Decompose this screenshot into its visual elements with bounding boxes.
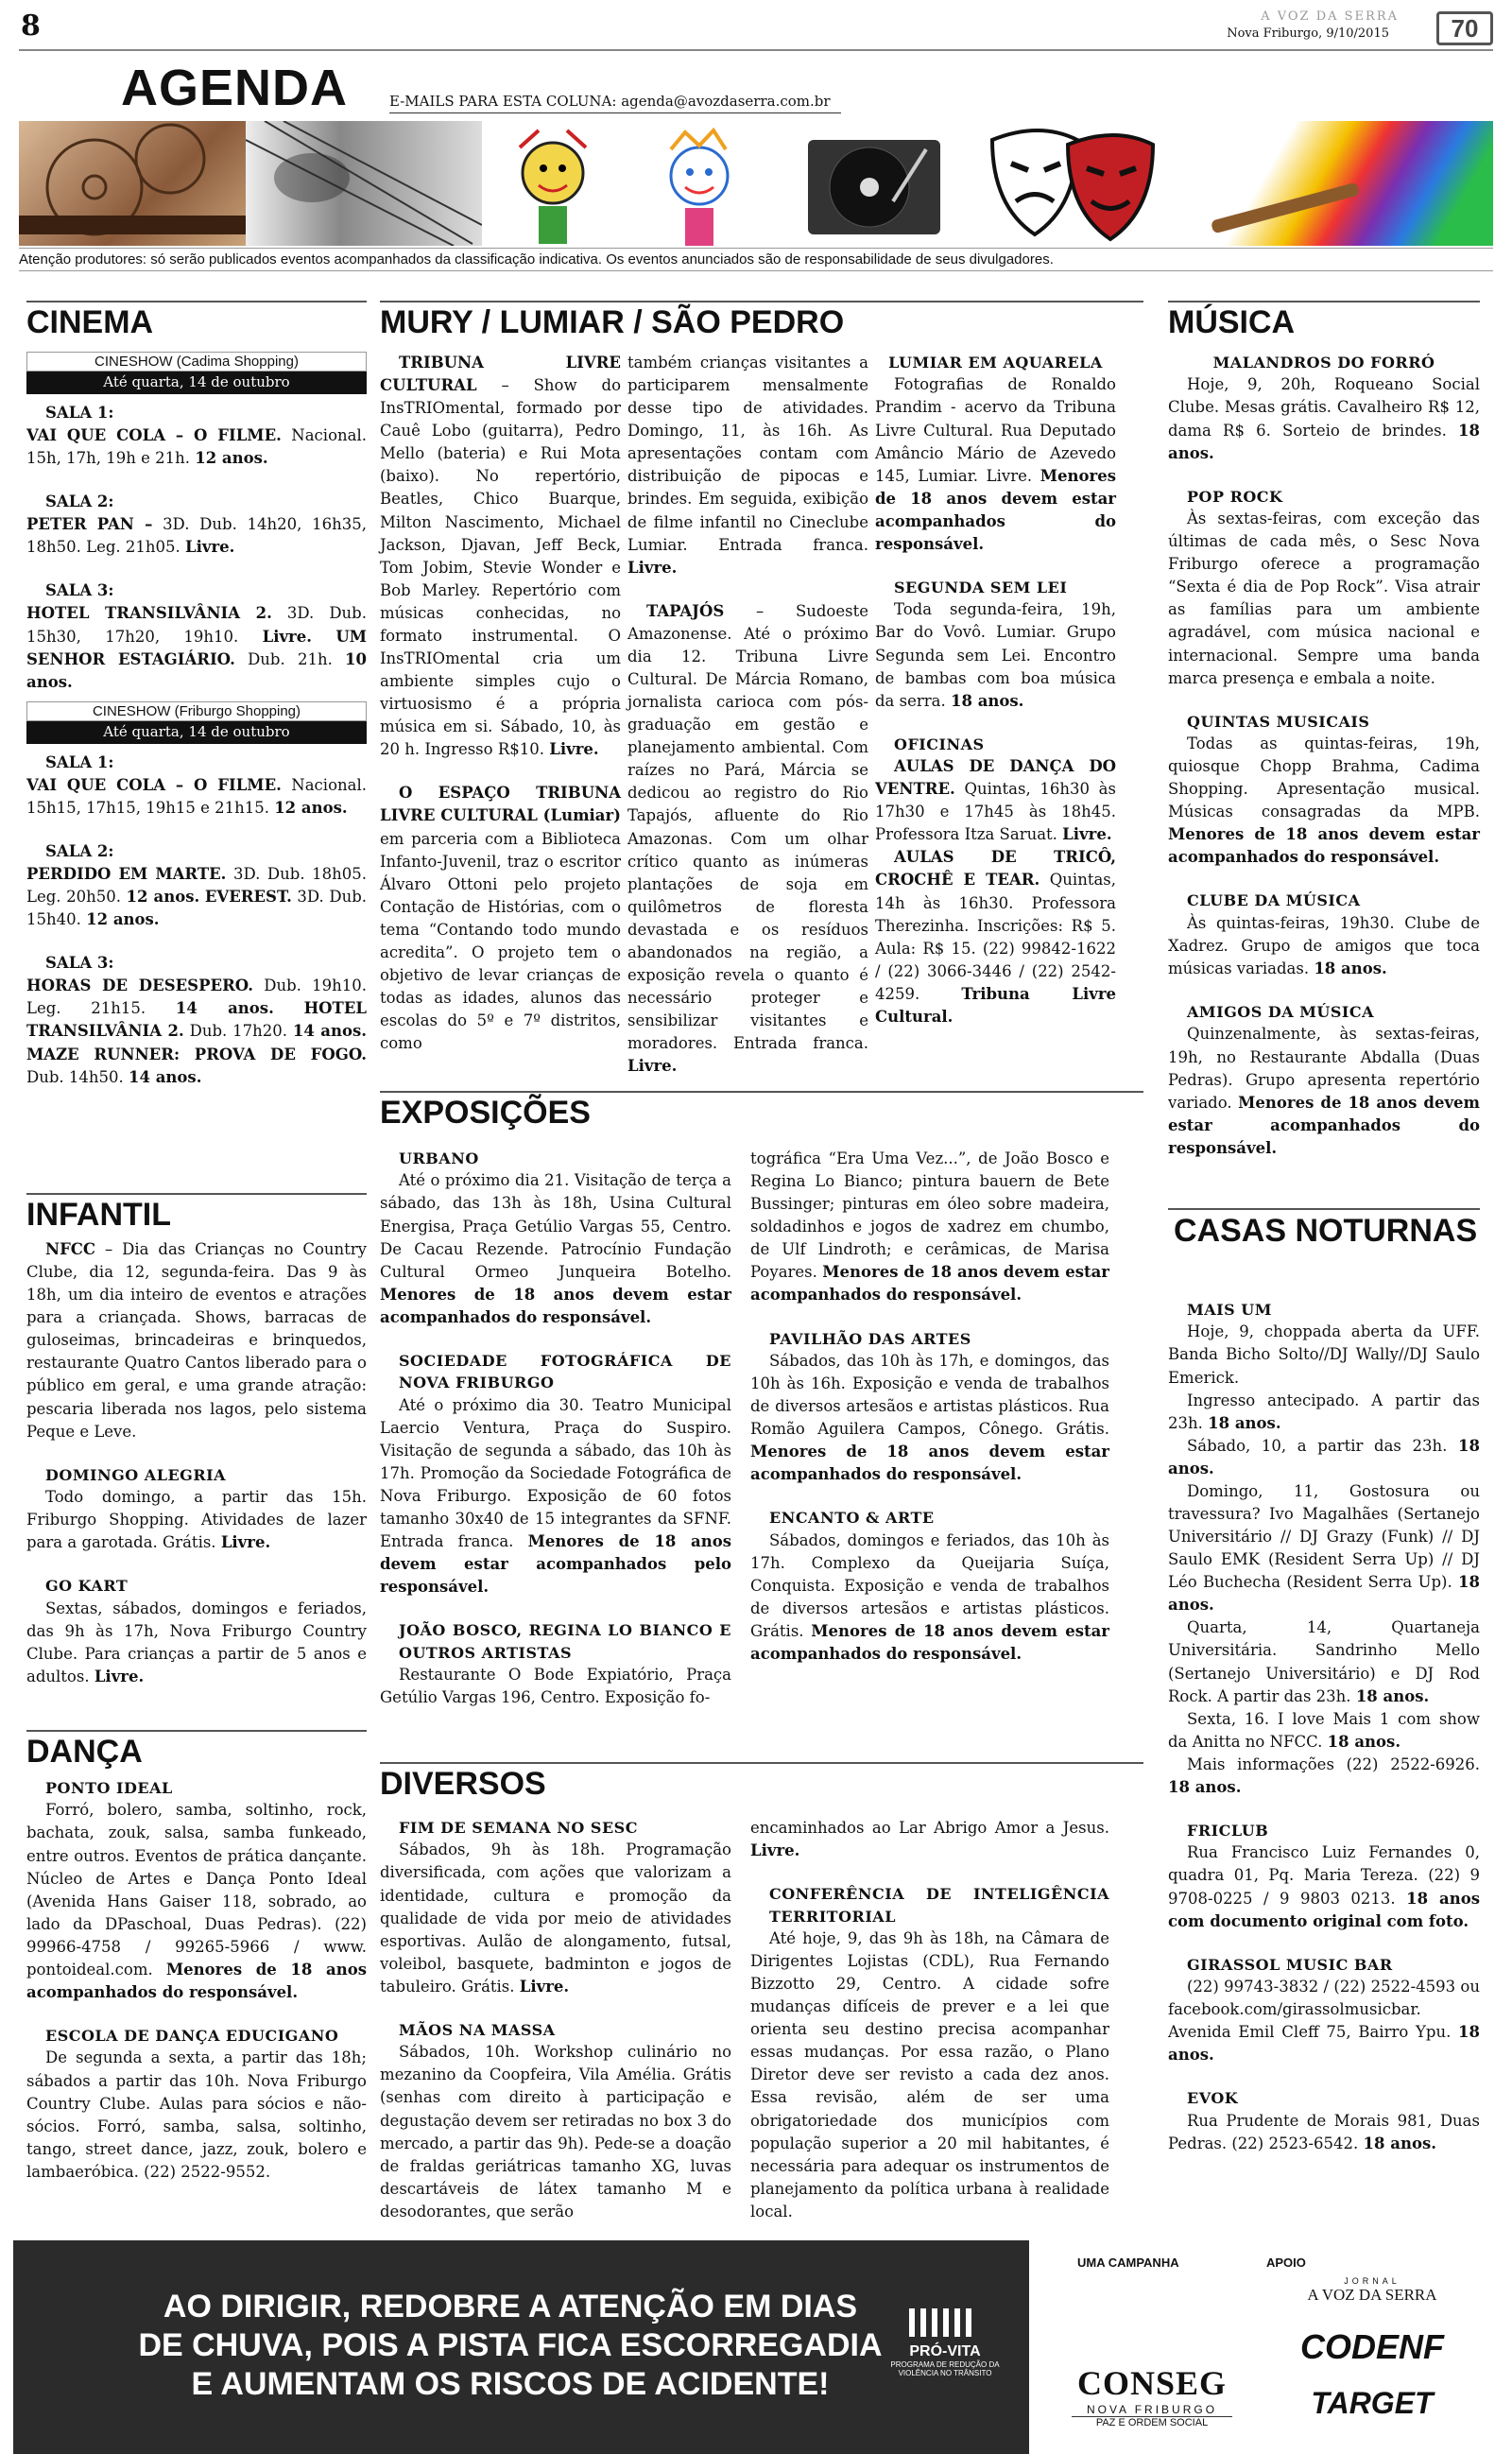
exposicoes-col-2: [750, 1148, 1109, 1666]
paint-brush-icon: [1181, 121, 1493, 246]
section-title: AGENDA: [121, 60, 349, 116]
danca-heading: DANÇA: [26, 1730, 367, 1771]
event-entry: Todas as quintas-feiras, 19h, quiosque Chopp Brahma, Cadima Shopping. Apresentação musical. Músicas consagradas da MPB. Menores de 18 anos devem estar acompanhados do responsável.: [1168, 734, 1480, 867]
theater-masks-image: [954, 121, 1181, 246]
ad-slogan: AO DIRIGIR, REDOBRE A ATENÇÃO EM DIAS DE CHUVA, POIS A PISTA FICA ESCORREGADIA E AUMENTAM OS RISCOS DE ACIDENTE!: [138, 2289, 883, 2402]
anniversary-logo: 70: [1436, 11, 1493, 45]
event-title: PAVILHÃO DAS ARTES: [769, 1329, 971, 1348]
issue-date: Nova Friburgo, 9/10/2015: [1227, 26, 1389, 41]
cinema-column: [26, 352, 367, 1089]
event-entry: Restaurante O Bode Expiatório, Praça Getúlio Vargas 196, Centro. Exposição fo-: [380, 1666, 731, 1707]
event-title: FIM DE SEMANA NO SESC: [399, 1819, 638, 1837]
event-entry: Forró, bolero, samba, soltinho, rock, bachata, zouk, salsa, samba funkeado, entre outros. Eventos de prática dançante. Núcleo de Artes e Dança Ponto Ideal (Avenida Hans Gaiser 118, sobrado, ao lado da DPaschoal, Duas Pedras). (22) 99966-4758 / 99265-5966 / www. pontoideal.com. Menores de 18 anos acompanhados do responsável.: [26, 1801, 367, 2001]
event-entry: Sextas, sábados, domingos e feriados, das 9h às 17h, Nova Friburgo Country Clube. Para crianças a partir de 5 anos e adultos. Livre.: [26, 1599, 367, 1685]
guitar-strings-icon: [246, 121, 482, 246]
diversos-col-1: [380, 1817, 731, 2223]
film-listing: VAI QUE COLA – O FILME. Nacional. 15h15, 17h15, 19h15 e 21h15. 12 anos.: [26, 775, 367, 817]
event-title: OFICINAS: [894, 734, 985, 753]
casas-column: [1168, 1299, 1480, 2155]
event-entry: tográfica “Era Uma Vez...”, de João Bosco e Regina Lo Bianco; pintura bauern de Bete Bussinger; pinturas em óleo sobre madeira, soldadinhos e jogos de xadrez em chumbo, de Ulf Lindroth; e cerâmicas, de Marisa Poyares. Menores de 18 anos devem estar acompanhados do responsável.: [750, 1149, 1109, 1305]
exposicoes-heading: EXPOSIÇÕES: [380, 1091, 1143, 1132]
sala-label: SALA 3:: [45, 954, 114, 973]
kids-faces-icon: [482, 121, 794, 246]
event-title: GO KART: [45, 1577, 129, 1596]
event-entry: Mais informações (22) 2522-6926. 18 anos.: [1168, 1754, 1480, 1796]
event-title: CONFERÊNCIA DE INTELIGÊNCIA TERRITORIAL: [769, 1885, 1109, 1926]
mury-col-1: [380, 352, 621, 1055]
newspaper-name: A VOZ DA SERRA: [1261, 9, 1399, 24]
event-entry: TAPAJÓS – Sudoeste Amazonense. Até o próximo dia 12. Tribuna Livre Cultural. De Márcia Romano, jornalista carioca com pós-graduação em gestão e planejamento ambiental. Com raízes no Pará, Márcia se dedicou ao registro do Rio Tapajós, afluente do Rio Amazonas. Com um olhar crítico quanto as inúmeras plantações de soja em quilômetros de floresta devastada e os resíduos abandonados na região, a exposição revela o quanto é necessário proteger e sensibilizar visitantes e moradores. Entrada franca. Livre.: [627, 601, 868, 1076]
cinema-heading: CINEMA: [26, 301, 367, 341]
event-title: JOÃO BOSCO, REGINA LO BIANCO E OUTROS ARTISTAS: [399, 1621, 731, 1662]
event-title: ENCANTO & ARTE: [769, 1509, 935, 1528]
event-entry: Fotografias de Ronaldo Prandim - acervo da Tribuna Livre Cultural. Rua Deputado Amâncio Mário de Azevedo 145, Lumiar. Livre. Menores de 18 anos devem estar acompanhados do responsável.: [875, 375, 1116, 553]
campaign-label: UMA CAMPANHA: [1077, 2255, 1179, 2270]
vinyl-record-icon: [794, 121, 954, 246]
mury-col-3: [875, 352, 1116, 1028]
header-banner: [19, 121, 1493, 246]
event-entry: (22) 99743-3832 / (22) 2522-4593 ou facebook.com/girassolmusicbar. Avenida Emil Cleff 75, Bairro Ypu. 18 anos.: [1168, 1978, 1480, 2065]
film-listing: PETER PAN – 3D. Dub. 14h20, 16h35, 18h50. Leg. 21h05. Livre.: [26, 515, 367, 557]
film-listing: HOTEL TRANSILVÂNIA 2. 3D. Dub. 15h30, 17h20, 19h10. Livre. UM SENHOR ESTAGIÁRIO. Dub. 21h. 10 anos.: [26, 604, 368, 691]
event-entry: Sábados, das 10h às 17h, e domingos, das 10h às 16h. Exposição e venda de trabalhos de diversos artesãos e artistas plásticos. Rua Romão Aguilera Campos, Cônego. Grátis. Menores de 18 anos devem estar acompanhados do responsável.: [750, 1351, 1109, 1484]
event-entry: NFCC – Dia das Crianças no Country Clube, dia 12, segunda-feira. Das 9 às 18h, um dia inteiro de eventos e atrações para a criançada. Shows, barracas de guloseimas, brincadeiras e brinquedos, restaurante Quatro Cantos liberado para o público em geral, e uma grande atração: pescaria liberada nos lagos, pelo sistema Peque e Leve.: [26, 1240, 367, 1441]
event-entry: Até hoje, 9, das 9h às 18h, na Câmara de Dirigentes Lojistas (CDL), Rua Fernando Bizzotto 29, Centro. A cidade sofre mudanças difíceis de prever e a lei que orienta seu destino precisa acompanhar essas mudanças. Por essa razão, o Plano Diretor deve ser revisto a cada dez anos. Essa revisão, além de ser uma obrigatoriedade dos municípios com população superior a 20 mil habitantes, é necessária para adequar os instrumentos de planejamento da política urbana à realidade local.: [750, 1928, 1109, 2221]
event-entry: Todo domingo, a partir das 15h. Friburgo Shopping. Atividades de lazer para a garotada. Grátis. Livre.: [26, 1488, 367, 1552]
event-entry: Às quintas-feiras, 19h30. Clube de Xadrez. Grupo de amigos que toca músicas variadas. 18 anos.: [1168, 913, 1480, 977]
event-entry: Sexta, 16. I love Mais 1 com show da Anitta no NFCC. 18 anos.: [1168, 1709, 1480, 1751]
event-entry: AULAS DE TRICÔ, CROCHÊ E TEAR. Quintas, 14h às 16h30. Professora Therezinha. Inscrições: R$ 5. Aula: R$ 15. (22) 99842-1622 / (22) 3066-3446 / (22) 2542-4259. Tribuna Livre Cultural.: [875, 848, 1117, 1026]
page-number: 8: [21, 9, 41, 43]
event-title: PONTO IDEAL: [45, 1779, 173, 1797]
event-title: QUINTAS MUSICAIS: [1187, 712, 1370, 731]
codenf-logo: CODENF: [1300, 2327, 1444, 2366]
event-entry: TRIBUNA LIVRE CULTURAL – Show do InsTRIOmental, formado por Cauê Lobo (guitarra), Pedro Mello (bateria) e Rui Mota (baixo). No repertório, Beatles, Chico Buarque, Milton Nascimento, Michael Jackson, Djavan, Jeff Beck, Tom Jobim, Stevie Wonder e Bob Marley. Repertório com músicas conhecidas, no formato instrumental. O InsTRIOmental cria um ambiente simples cujo o virtuosismo é a própria música em si. Sábado, 10, às 20 h. Ingresso R$10. Livre.: [380, 354, 621, 759]
event-entry: Sábados, domingos e feriados, das 10h às 17h. Complexo da Queijaria Suíça, Conquista. Exposição e venda de trabalhos de diversos artesãos e artistas plásticos. Grátis. Menores de 18 anos devem estar acompanhados do responsável.: [750, 1530, 1109, 1664]
target-logo: TARGET: [1311, 2386, 1434, 2420]
event-entry: Domingo, 11, Gostosura ou travessura? Ivo Magalhães (Sertanejo Universitário // DJ Grazy (Funk) // DJ Saulo EMK (Resident Serra Up) // DJ Léo Buchecha (Resident Serra Up). 18 anos.: [1168, 1481, 1480, 1615]
event-entry: Sábados, 10h. Workshop culinário no mezanino da Coopfeira, Vila Amélia. Grátis (senhas com direito à participação e degustação devem ser retiradas no box 3 do mercado, a partir das 9h). Pede-se a doação de fraldas geriátricas tamanho XG, luvas descartáveis de látex tamanho M e desodorantes, que serão: [380, 2043, 731, 2221]
sala-label: SALA 2:: [45, 493, 114, 511]
cineshow-friburgo: CINESHOW (Friburgo Shopping): [26, 701, 367, 721]
event-title: MALANDROS DO FORRÓ: [1212, 354, 1435, 372]
danca-column: [26, 1777, 367, 2184]
cineshow-friburgo-dates: Até quarta, 14 de outubro: [26, 721, 367, 744]
event-title: AMIGOS DA MÚSICA: [1187, 1003, 1375, 1022]
event-entry: AULAS DE DANÇA DO VENTRE. Quintas, 16h30 às 17h30 e 17h45 às 18h45. Professora Itza Saruat. Livre.: [875, 757, 1116, 844]
sala-label: SALA 1:: [45, 403, 114, 422]
sala-label: SALA 3:: [45, 581, 114, 600]
mury-col-2: [627, 352, 868, 1078]
event-title: EVOK: [1187, 2089, 1239, 2108]
header-rule: [19, 49, 1493, 51]
paint-brush-image: [1181, 121, 1493, 246]
event-title: SEGUNDA SEM LEI: [894, 578, 1068, 596]
event-entry: Quinzenalmente, às sextas-feiras, 19h, no Restaurante Abdalla (Duas Pedras). Grupo apresenta repertório variado. Menores de 18 anos devem estar acompanhados do responsável.: [1168, 1025, 1481, 1157]
guitar-image: [246, 121, 482, 246]
event-entry: Toda segunda-feira, 19h, Bar do Vovô. Lumiar. Grupo Segunda sem Lei. Encontro de bambas com boa música da serra. 18 anos.: [875, 600, 1116, 710]
film-listing: HORAS DE DESESPERO. Dub. 19h10. Leg. 21h15. 14 anos. HOTEL TRANSILVÂNIA 2. Dub. 17h20. 14 anos. MAZE RUNNER: PROVA DE FOGO. Dub. 14h50. 14 anos.: [26, 976, 368, 1086]
film-reel-image: [19, 121, 246, 246]
diversos-col-2: [750, 1817, 1109, 2223]
event-title: CLUBE DA MÚSICA: [1187, 891, 1361, 910]
event-title: ESCOLA DE DANÇA EDUCIGANO: [45, 2027, 339, 2046]
cineshow-cadima: CINESHOW (Cadima Shopping): [26, 352, 367, 372]
cineshow-cadima-dates: Até quarta, 14 de outubro: [26, 372, 367, 394]
infantil-column: [26, 1238, 367, 1688]
avozdaserra-logo: JORNAL A VOZ DA SERRA: [1307, 2276, 1437, 2304]
event-entry: Rua Prudente de Morais 981, Duas Pedras. (22) 2523-6542. 18 anos.: [1168, 2111, 1480, 2152]
turntable-image: [794, 121, 954, 246]
event-entry: Sábado, 10, a partir das 23h. 18 anos.: [1168, 1436, 1480, 1478]
kids-drawing-image: [482, 121, 794, 246]
film-listing: VAI QUE COLA – O FILME. Nacional. 15h, 17h, 19h e 21h. 12 anos.: [26, 425, 367, 468]
event-title: MAIS UM: [1187, 1301, 1272, 1319]
conseg-logo: CONSEG NOVA FRIBURGO PAZ E ORDEM SOCIAL: [1072, 2363, 1232, 2428]
event-entry: Até o próximo dia 30. Teatro Municipal Laercio Ventura, Praça do Suspiro. Visitação de segunda a sábado, das 10h às 17h. Promoção da Sociedade Fotográfica de Nova Friburgo. Exposição de 60 fotos tamanho 30x40 de 15 integrantes da SFNF. Entrada franca. Menores de 18 anos devem estar acompanhados pelo responsável.: [380, 1395, 731, 1597]
event-entry: O ESPAÇO TRIBUNA LIVRE CULTURAL (Lumiar) em parceria com a Biblioteca Infanto-Juvenil, traz o escritor Álvaro Ottoni pelo projeto Contação de Histórias, com o tema “Contando todo mundo acredita”. O projeto tem o objetivo de levar crianças de todas as idades, alunos das escolas do 5º e 7º distritos, como: [380, 784, 621, 1053]
event-entry: Hoje, 9, 20h, Roqueano Social Clube. Mesas grátis. Cavalheiro R$ 12, dama R$ 6. Sorteio de brindes. 18 anos.: [1168, 375, 1480, 462]
event-entry: Quarta, 14, Quartaneja Universitária. Sandrinho Mello (Sertanejo Universitário) e DJ Rod Rock. A partir das 23h. 18 anos.: [1168, 1618, 1480, 1705]
theater-masks-icon: [954, 121, 1181, 246]
support-label: APOIO: [1266, 2255, 1306, 2270]
event-title: LUMIAR EM AQUARELA: [888, 354, 1103, 372]
event-title: GIRASSOL MUSIC BAR: [1187, 1955, 1393, 1974]
sala-label: SALA 2:: [45, 841, 114, 860]
event-entry: Até o próximo dia 21. Visitação de terça a sábado, das 13h às 18h, Usina Cultural Energisa, Praça Getúlio Vargas 55, Centro. De Cacau Rezende. Patrocínio Fundação Cultural Ormeo Junqueira Botelho. Menores de 18 anos devem estar acompanhados do responsável.: [380, 1171, 731, 1326]
event-title: FRICLUB: [1187, 1822, 1269, 1840]
musica-column: [1168, 352, 1480, 1160]
musica-heading: MÚSICA: [1168, 301, 1480, 341]
producers-notice: Atenção produtores: só serão publicados eventos acompanhados da classificação indicativa. Os eventos anunciados são de responsabilidade de seus divulgadores.: [19, 248, 1493, 271]
event-entry: Sábados, 9h às 18h. Programação diversificada, com ações que valorizam a identidade, cultura e promoção da qualidade de vida por meio de atividades esportivas. Aulão de alongamento, futsal, voleibol, basquete, badminton e jogos de tabuleiro. Grátis. Livre.: [380, 1840, 731, 1996]
event-title: POP ROCK: [1187, 487, 1283, 506]
event-entry: Rua Francisco Luiz Fernandes 0, quadra 01, Pq. Maria Tereza. (22) 9 9708-0225 / 9 9803 0213. 18 anos com documento original com foto.: [1168, 1843, 1480, 1930]
infantil-heading: INFANTIL: [26, 1193, 367, 1234]
provita-bars-icon: [907, 2307, 983, 2339]
event-title: URBANO: [399, 1149, 479, 1167]
event-entry: Ingresso antecipado. A partir das 23h. 18 anos.: [1168, 1391, 1480, 1432]
event-title: MÃOS NA MASSA: [399, 2020, 556, 2039]
provita-logo: PRÓ-VITA PROGRAMA DE REDUÇÃO DA VIOLÊNCIA NO TRÂNSITO: [888, 2307, 1002, 2377]
event-entry: Hoje, 9, choppada aberta da UFF. Banda Bicho Solto//DJ Wally//DJ Saulo Emerick.: [1168, 1322, 1480, 1387]
casas-heading: CASAS NOTURNAS: [1168, 1208, 1480, 1251]
event-title: SOCIEDADE FOTOGRÁFICA DE NOVA FRIBURGO: [399, 1351, 731, 1392]
mury-heading: MURY / LUMIAR / SÃO PEDRO: [380, 301, 1143, 341]
exposicoes-col-1: [380, 1148, 731, 1709]
sala-label: SALA 1:: [45, 752, 114, 771]
event-entry: também crianças visitantes a participarem mensalmente desse tipo de atividades. Domingo, 11, às 16h. As apresentações contam com distribuição de pipocas e brindes. Em seguida, exibição de filme infantil no Cineclube Lumiar. Entrada franca. Livre.: [627, 354, 868, 577]
diversos-heading: DIVERSOS: [380, 1762, 1143, 1803]
film-reel-icon: [19, 121, 246, 246]
event-entry: Às sextas-feiras, com exceção das últimas de cada mês, o Sesc Nova Friburgo oferece a programação “Sexta é dia de Pop Rock”. Visa atrair as famílias para um ambiente agradável, com música nacional e internacional. Sempre uma banda marca presença e embala a noite.: [1168, 510, 1480, 687]
event-entry: encaminhados ao Lar Abrigo Amor a Jesus. Livre.: [750, 1819, 1109, 1860]
event-title: DOMINGO ALEGRIA: [45, 1465, 227, 1484]
film-listing: PERDIDO EM MARTE. 3D. Dub. 18h05. Leg. 20h50. 12 anos. EVEREST. 3D. Dub. 15h40. 12 anos.: [26, 864, 368, 929]
event-entry: De segunda a sexta, a partir das 18h; sábados a partir das 10h. Nova Friburgo Country Clube. Aulas para sócios e não-sócios. Forró, samba, salsa, soltinho, tango, street dance, jazz, zouk, bolero e lambaeróbica. (22) 2522-9552.: [26, 2048, 367, 2181]
column-emails: E-MAILS PARA ESTA COLUNA: agenda@avozdaserra.com.br: [389, 93, 841, 113]
